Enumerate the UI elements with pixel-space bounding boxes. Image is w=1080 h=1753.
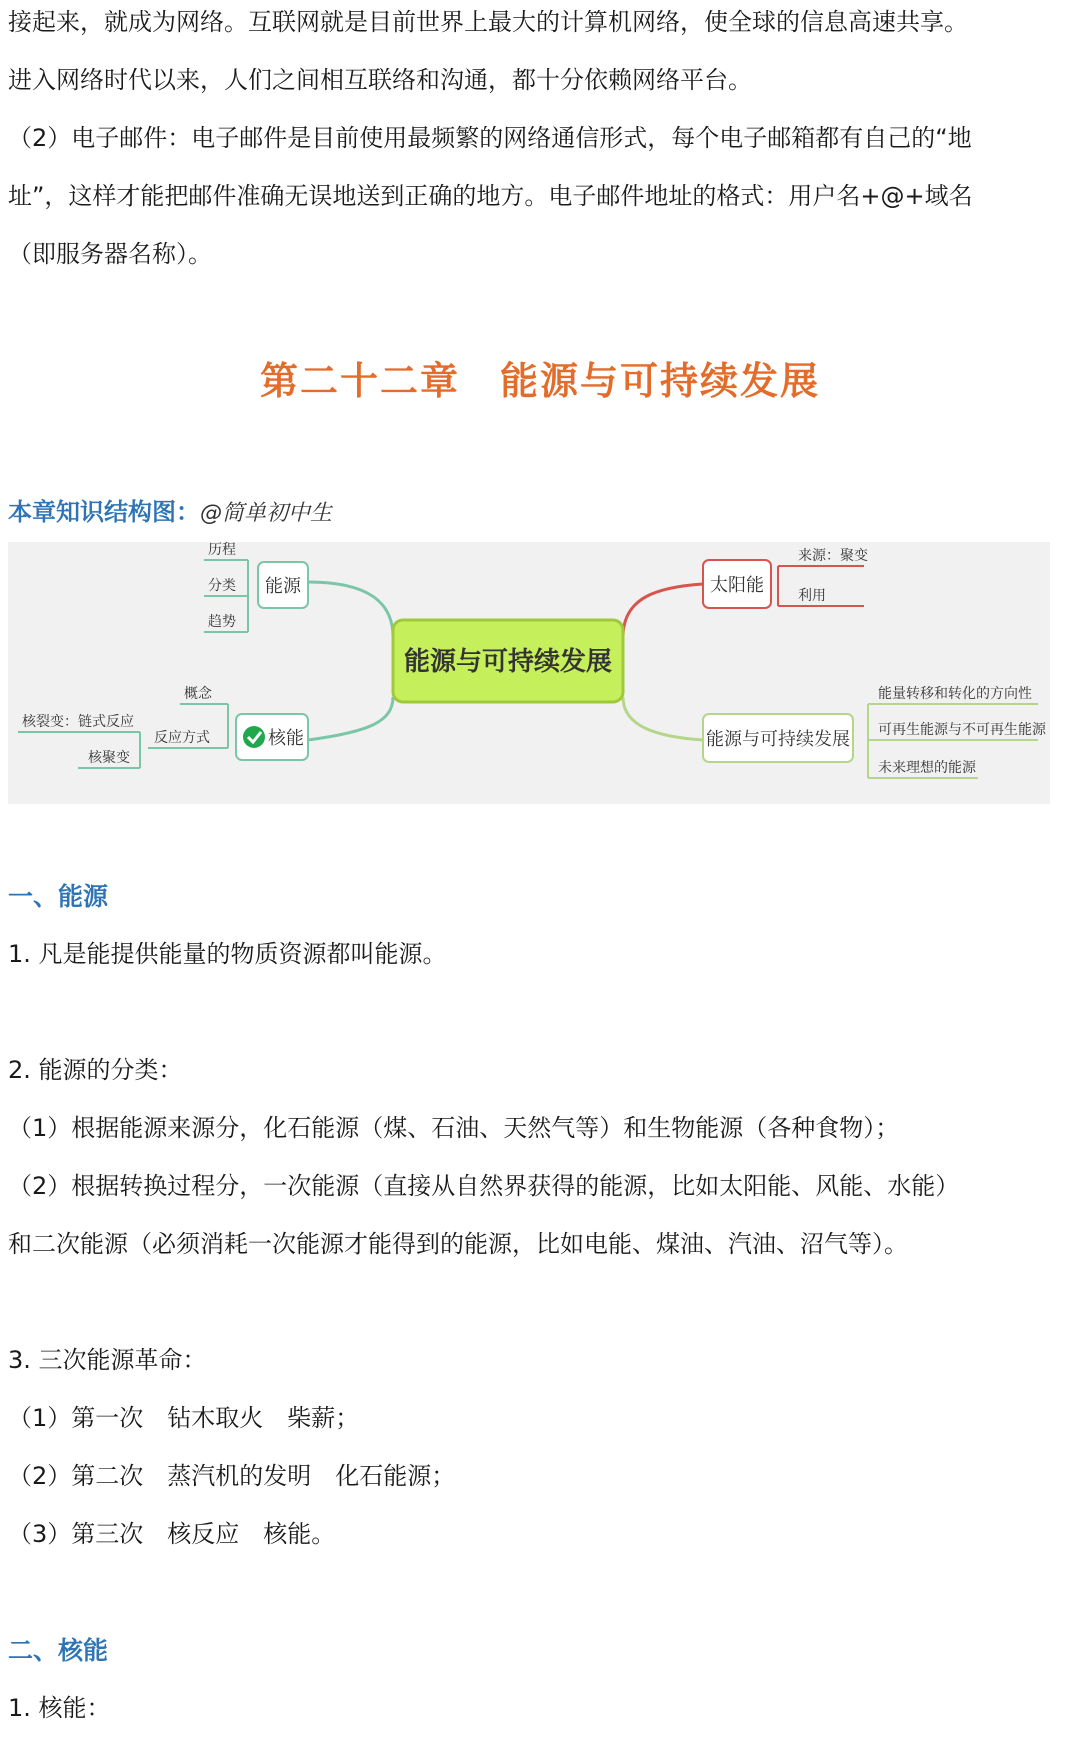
- intro-line-5: （即服务器名称）。: [8, 240, 212, 268]
- mind-map-node-nuclear: [236, 714, 308, 760]
- sustainable-child-future: 未来理想的能源: [878, 760, 976, 776]
- energy-classification-a: （1）根据能源来源分，化石能源（煤、石油、天然气等）和生物能源（各种食物）；: [8, 1114, 900, 1142]
- solar-child-use: 利用: [798, 588, 826, 604]
- nuclear-definition-title: 1. 核能：: [8, 1694, 111, 1722]
- energy-classification-b1: （2）根据转换过程分，一次能源（直接从自然界获得的能源，比如太阳能、风能、水能）: [8, 1172, 960, 1200]
- sustainable-node-label: 能源与可持续发展: [706, 729, 850, 750]
- energy-child-history: 历程: [208, 542, 236, 558]
- knowledge-map-label: 本章知识结构图：: [8, 498, 200, 526]
- energy-child-trend: 趋势: [208, 614, 236, 630]
- knowledge-map-title: [8, 492, 332, 527]
- nuclear-child-fusion: 核聚变: [88, 750, 130, 766]
- energy-child-classification: 分类: [208, 578, 236, 594]
- energy-revolution-2: （2）第二次 蒸汽机的发明 化石能源；: [8, 1462, 456, 1490]
- energy-revolution-title: 3. 三次能源革命：: [8, 1346, 207, 1374]
- solar-node-label: 太阳能: [710, 575, 764, 596]
- energy-classification-title: 2. 能源的分类：: [8, 1056, 183, 1084]
- intro-line-2: 进入网络时代以来，人们之间相互联络和沟通，都十分依赖网络平台。: [8, 66, 752, 94]
- section-title-nuclear: 二、核能: [8, 1636, 109, 1665]
- mind-map-center-label: 能源与可持续发展: [403, 647, 613, 677]
- mind-map-center-node: [393, 620, 623, 702]
- nuclear-child-concept: 概念: [184, 686, 212, 702]
- nuclear-child-fission: 核裂变：链式反应: [22, 714, 134, 730]
- mind-map-node-solar: [703, 560, 771, 608]
- solar-child-source: 来源：聚变: [798, 548, 868, 564]
- energy-revolution-1: （1）第一次 钻木取火 柴薪；: [8, 1404, 360, 1432]
- energy-revolution-3: （3）第三次 核反应 核能。: [8, 1520, 336, 1548]
- knowledge-mind-map: [8, 542, 1050, 804]
- nuclear-node-label: 核能: [268, 728, 304, 749]
- intro-line-4: 址”，这样才能把邮件准确无误地送到正确的地方。电子邮件地址的格式：用户名+@+域名: [8, 182, 973, 210]
- energy-node-label: 能源: [265, 576, 301, 597]
- section-title-energy: 一、能源: [8, 882, 109, 911]
- energy-definition: 1. 凡是能提供能量的物质资源都叫能源。: [8, 940, 447, 968]
- intro-line-3: （2）电子邮件：电子邮件是目前使用最频繁的网络通信形式，每个电子邮箱都有自己的“地: [8, 124, 972, 152]
- sustainable-child-direction: 能量转移和转化的方向性: [878, 686, 1032, 702]
- knowledge-map-credit: @简单初中生: [200, 501, 333, 526]
- mind-map-node-sustainable: [703, 714, 853, 762]
- check-icon: [243, 726, 265, 748]
- energy-classification-b2: 和二次能源（必须消耗一次能源才能得到的能源，比如电能、煤油、汽油、沼气等）。: [8, 1230, 908, 1258]
- mind-map-node-energy: [258, 562, 308, 608]
- sustainable-child-renewable: 可再生能源与不可再生能源: [878, 722, 1046, 738]
- chapter-title: 第二十二章 能源与可持续发展: [259, 359, 820, 403]
- nuclear-child-reaction: 反应方式: [154, 730, 210, 746]
- intro-line-1: 接起来，就成为网络。互联网就是目前世界上最大的计算机网络，使全球的信息高速共享。: [8, 8, 968, 36]
